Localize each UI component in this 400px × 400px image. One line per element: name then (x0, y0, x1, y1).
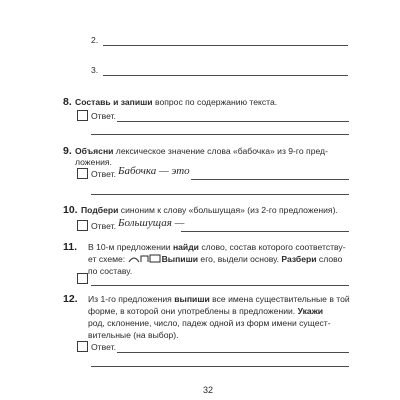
question-10-text (81, 204, 338, 216)
text-part: слово, состав которого соответству- (198, 242, 346, 252)
line-number-2: 2. (91, 35, 99, 45)
question-12-line2 (88, 305, 323, 317)
instruction-verb: Разбери (281, 254, 317, 264)
text-part: его, выдели основу. (198, 254, 282, 264)
question-number-12: 12. (63, 293, 78, 305)
line-number-3: 3. (91, 65, 99, 75)
instruction-verb: Подбери (81, 205, 119, 215)
answer-line[interactable] (117, 352, 349, 353)
answer-line[interactable] (103, 75, 348, 76)
text-part: форме, в которой они употреблены в предложении. (88, 306, 296, 316)
question-11-line2 (88, 253, 342, 265)
instruction-rest: вопрос по содержанию текста. (152, 97, 278, 107)
question-number-8: 8. (63, 96, 72, 108)
instruction-verb: Выпиши (161, 254, 199, 264)
answer-line[interactable] (91, 285, 349, 286)
instruction-verb: выпиши (174, 294, 210, 304)
checkbox-q11[interactable] (77, 273, 88, 284)
checkbox-q12[interactable] (77, 341, 88, 352)
text-part: слово (316, 254, 343, 264)
text-part: В 10-м предложении (88, 242, 173, 252)
instruction-rest: лексическое значение слова «бабочка» из 9-го пред- (113, 146, 328, 156)
question-number-11: 11. (63, 241, 78, 253)
page-number: 32 (203, 385, 214, 395)
answer-line[interactable] (181, 231, 349, 232)
word-scheme-icon (128, 253, 162, 263)
answer-line[interactable] (117, 121, 349, 122)
instruction-rest: синоним к слову «большущая» (из 2-го предложения). (118, 205, 338, 215)
checkbox-q8[interactable] (77, 110, 88, 121)
instruction-verb: Укажи (297, 306, 324, 316)
question-11-line1 (88, 241, 346, 253)
question-12-line4: вительные (на выбор). (88, 330, 179, 340)
handwritten-answer: Бабочка — это (118, 165, 190, 177)
question-9-text (75, 145, 328, 157)
handwritten-answer: Большущая — (118, 217, 185, 229)
question-12-line1 (88, 293, 350, 305)
question-12-line3: род, склонение, число, падеж одной из форм имени сущест- (88, 318, 331, 328)
answer-line[interactable] (91, 194, 349, 195)
question-9-text-line2: ложения. (75, 157, 112, 167)
question-number-9: 9. (63, 145, 72, 157)
checkbox-q10[interactable] (77, 220, 88, 231)
answer-label: Ответ. (91, 221, 116, 231)
answer-line[interactable] (191, 179, 349, 180)
text-part: Из 1-го предложения (88, 294, 175, 304)
answer-line[interactable] (91, 366, 349, 367)
answer-label: Ответ. (91, 342, 116, 352)
question-11-line3: по составу. (88, 266, 133, 276)
text-part: все имена существительные в той (209, 294, 350, 304)
question-8-text (75, 96, 277, 108)
answer-label: Ответ. (91, 111, 116, 121)
answer-line[interactable] (91, 134, 349, 135)
checkbox-q9[interactable] (77, 168, 88, 179)
text-part: ет схеме: (88, 254, 128, 264)
instruction-verb: найди (172, 242, 199, 252)
instruction-verb: Объясни (75, 146, 114, 156)
answer-label: Ответ. (91, 169, 116, 179)
answer-line[interactable] (103, 45, 348, 46)
question-number-10: 10. (63, 204, 78, 216)
instruction-verb: Составь и запиши (75, 97, 153, 107)
